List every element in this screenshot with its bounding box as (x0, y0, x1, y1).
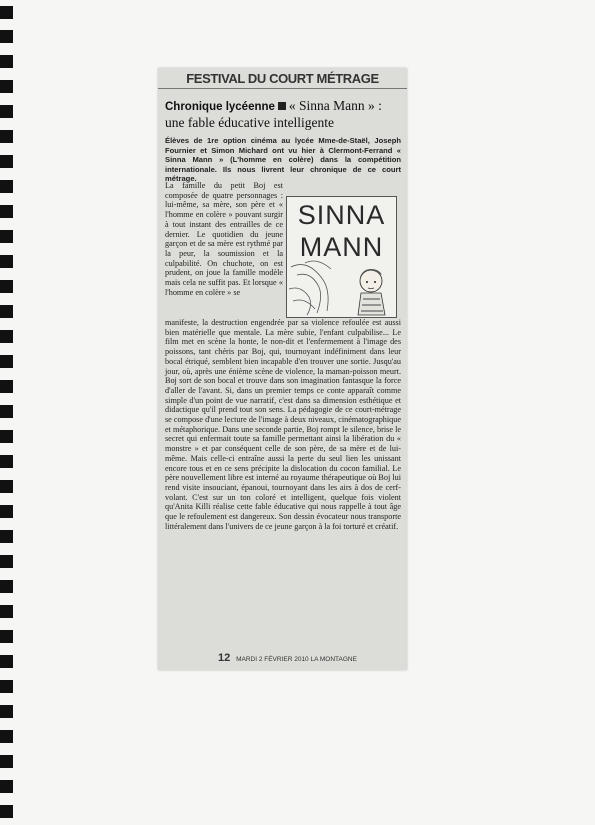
poster-title-line2: MANN (299, 232, 384, 262)
headline (165, 98, 403, 130)
page-footer (218, 652, 407, 664)
poster-title-line1: SINNA (297, 200, 386, 230)
body-intro-text (165, 181, 283, 297)
footer-date: MARDI 2 FÉVRIER 2010 (236, 656, 309, 663)
newspaper-clipping (158, 68, 407, 670)
footer-paper: LA MONTAGNE (310, 656, 357, 663)
boy-illustration (287, 197, 396, 317)
film-poster (286, 196, 397, 318)
body-main-text: manifeste, la destruction engendrée par sa violence refoulée est aussi bien matérielle que mentale. La mère subie, l'enfant culpabilise... Le film met en scène la honte, le non-dit et l'enfermement à l'image des poissons, tant chéris par Boj, qui, tournoyant indéfiniment dans leur bocal étriqué, semblent bien incapable d'en trouver une sortie. Jusqu'au jour, où, après une énième scène de violence, la maman-poisson meurt. Boj sort de son bocal et trouve dans son imagination fantasque la force d'aller de l'avant. Si, dans un premier temps ce conte apparaît comme simple d'un point de vue narratif, c'est dans sa dimension esthétique et didactique qu'il prend tout son sens. La pédagogie de ce court-métrage se compose d'une lecture de l'image à deux niveaux, cinématographique et métaphorique. Dans une seconde partie, Boj rompt le silence, brise le secret qui enfermait toute sa famille permettant ainsi la libération du « monstre » et par conséquent celle de son père, de sa mère et de lui-même. Mais celle-ci entraîne aussi la perte du seul lien les unissant encore tous et en ce sens précipite la dislocation du cocon familial. Le père nouvellement libre est interné au royaume thérapeutique où Boj lui rend visite insouciant, épanoui, tournoyant dans les airs à dos de cerf-volant. C'est sur un ton coloré et intelligent, quelque fois violent qu'Anita Killi réalise cette fable éducative qui nous rappelle à tout âge que le refoulement est dangereux. Son dessin évocateur nous transporte littéralement dans l'univers de ce jeune garçon à la foi torturé et créatif. (165, 318, 401, 531)
binding-holes (0, 0, 14, 825)
headline-title: « Sinna Mann » : une fable éducative intelligente (165, 98, 382, 130)
page-number: 12 (218, 652, 231, 664)
square-bullet-icon (278, 102, 286, 110)
body-intro: La famille du petit Boj est composée de quatre personnages : lui-même, sa mère, son père et « l'homme en colère » pouvant surgir à tout instant des entrailles de ce dernier. Le quotidien du jeune garçon et de sa mère est rythmé par la peur, la soumission et la culpabilité. On chuchote, on est prudent, on joue la famille modèle mais cela ne suffit pas. Et lorsque « l'homme en colère » se (165, 181, 283, 297)
rubric-label: Chronique lycéenne (165, 101, 275, 113)
section-kicker: FESTIVAL DU COURT MÉTRAGE (158, 71, 407, 89)
lead-paragraph: Élèves de 1re option cinéma au lycée Mme-de-Staël, Joseph Fournier et Simon Michard ont vu hier à Clermont-Ferrand « Sinna Mann » (L'homme en colère) dans la compétition internationale. Ils nous livrent leur chronique de ce court métrage. (165, 136, 401, 184)
